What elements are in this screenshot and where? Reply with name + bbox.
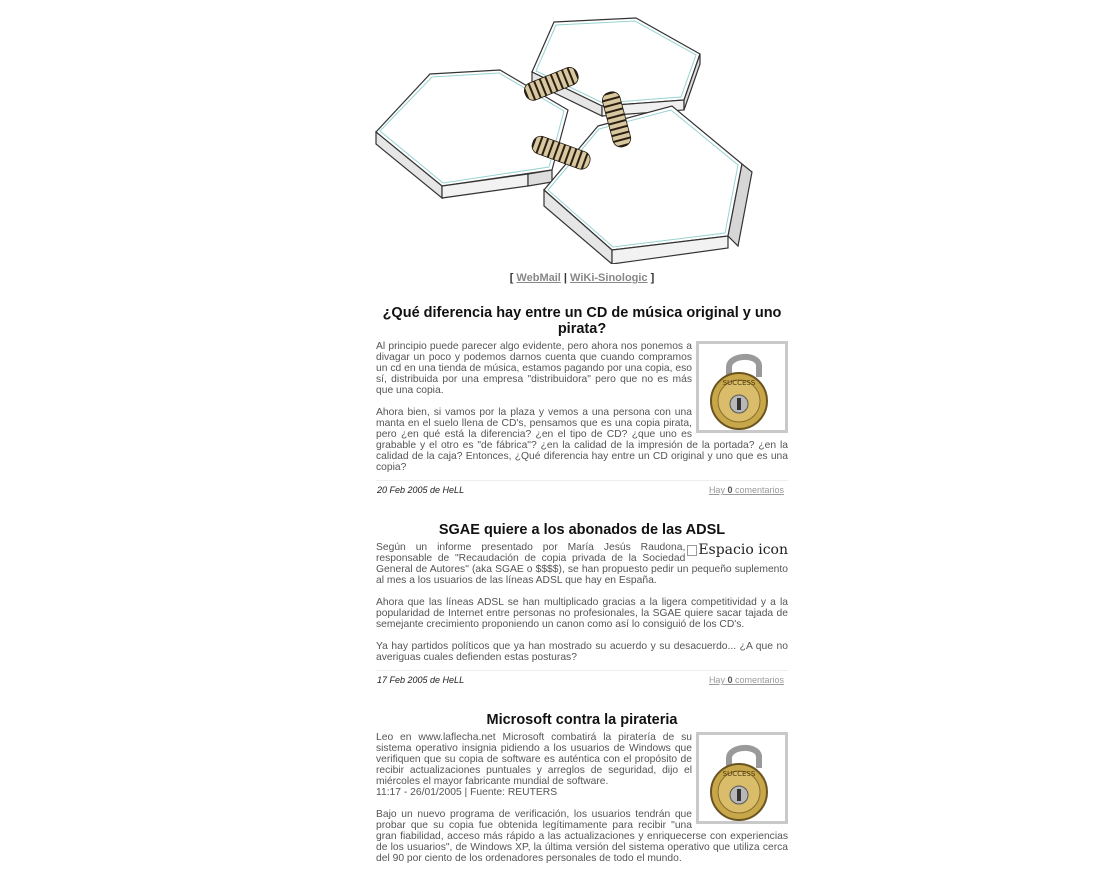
comments-link[interactable]: Hay 0 comentarios (708, 675, 784, 685)
post-footer (376, 480, 788, 496)
post-paragraph: Ya hay partidos políticos que ya han mostrado su acuerdo y su desacuerdo... ¿A que no averiguas cuales defienden estas posturas? (376, 641, 788, 663)
post-body (376, 341, 788, 473)
comments-link[interactable]: Hay 0 comentarios (708, 485, 784, 495)
nav-open-bracket: [ (509, 272, 514, 284)
comments-count: 0 (727, 485, 733, 495)
post-item (376, 522, 788, 686)
post-date-author: 20 Feb 2005 de HeLL (377, 485, 465, 495)
post-title[interactable]: SGAE quiere a los abonados de las ADSL (438, 522, 726, 538)
post-date-author: 17 Feb 2005 de HeLL (377, 675, 465, 685)
post-paragraph: Ahora que las líneas ADSL se han multiplicado gracias a la ligera competitividad y a la popularidad de Internet entre personas no profesionales, la SGAE quiere sacar tajada de semejante crecimiento proponiendo un canon como así lo consiguió de los CD's. (376, 597, 788, 630)
hexagon-cells-icon (372, 14, 762, 264)
padlock-text: SUCCESS (722, 379, 756, 387)
post-image (696, 732, 788, 824)
top-navigation (376, 272, 788, 284)
post-paragraph: Al principio puede parecer algo evidente, pero ahora nos ponemos a divagar un poco y podemos darnos cuenta que cuando compramos un cd en una tienda de música, estamos pagando por una copia, eso sí, distribuida por una empresa "distribuidora" pero que no es más que una copia. (376, 341, 692, 396)
post-paragraph: Bajo un nuevo programa de verificación, los usuarios tendrán que probar que su copia fue obtenida legítimamente para recibir "una gran fiabilidad, acceso más rápido a las actualizaciones y enriquecerse con experiencias de los usuarios", de Windows XP, la última versión del sistema operativo que utiliza cerca del 90 por ciento de los ordenadores personales de todo el mundo. (376, 809, 788, 864)
post-title[interactable]: Microsoft contra la pirateria (486, 712, 678, 728)
padlock-success-icon (709, 738, 775, 822)
nav-close-bracket: ] (650, 272, 655, 284)
broken-image-icon (687, 545, 697, 556)
padlock-success-icon (709, 347, 775, 431)
post-source: 11:17 - 26/01/2005 | Fuente: REUTERS (376, 787, 558, 798)
webmail-link[interactable]: WebMail (516, 272, 561, 284)
post-paragraph: Según un informe presentado por María Jesús Raudona, responsable de "Recaudación de copia privada de la Sociedad General de Autores" (aka SGAE o $$$$), se han propuesto pedir un pequeño suplemento al mes a los usuarios de las líneas ADSL que hay en España. (376, 542, 788, 586)
post-item (376, 712, 788, 864)
post-title[interactable]: ¿Qué diferencia hay entre un CD de música original y uno pirata? (382, 305, 782, 337)
wiki-sinologic-link[interactable]: WiKi-Sinologic (570, 272, 648, 284)
post-item (376, 305, 788, 496)
post-image (696, 341, 788, 433)
post-paragraph: Leo en www.laflecha.net Microsoft combatirá la piratería de su sistema operativo insignia pidiendo a los usuarios de Windows que verifiquen que su copia de software es auténtica con el propósito de recibir actualizaciones puntuales y arreglos de seguridad, dijo el miércoles el mayor fabricante mundial de software. (376, 732, 692, 787)
broken-image (687, 542, 788, 558)
nav-separator: | (563, 272, 567, 284)
padlock-text: SUCCESS (722, 770, 756, 778)
comments-count: 0 (727, 675, 733, 685)
post-body (376, 732, 788, 864)
site-logo[interactable] (372, 14, 762, 264)
post-footer (376, 670, 788, 686)
post-paragraph: Ahora bien, si vamos por la plaza y vemos a una persona con una manta en el suelo llena de CD's, pensamos que es una copia pirata, pero ¿en qué está la diferencia? ¿en el tipo de CD? ¿que uno es grabable y el otro es "de fábrica"? ¿en la calidad de la impresión de la portada? ¿en la calidad de la caja? Entonces, ¿Qué diferencia hay entre un CD original y uno que es una copia? (376, 407, 788, 473)
post-body (376, 542, 788, 663)
image-alt-text: Espacio icon (698, 542, 788, 558)
